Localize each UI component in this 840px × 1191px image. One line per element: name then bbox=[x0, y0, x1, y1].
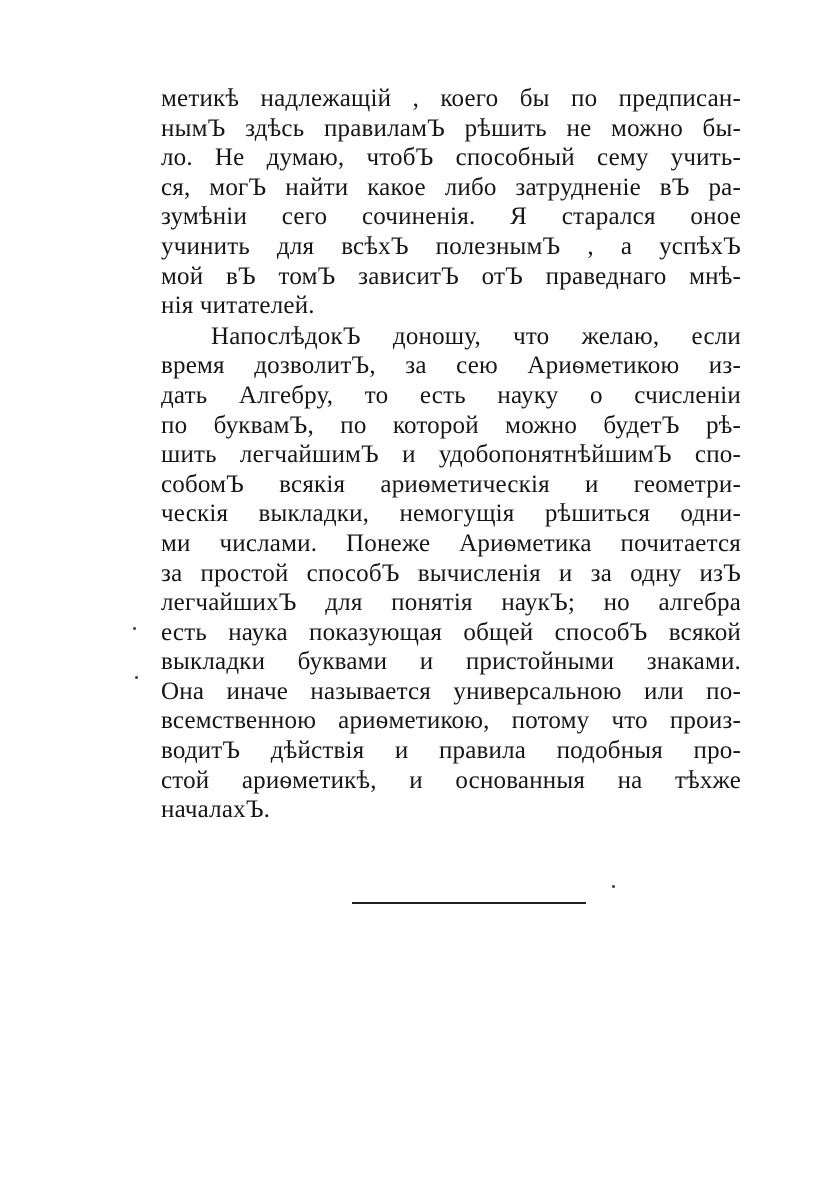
text-line: началахЪ. bbox=[161, 796, 271, 824]
text-line: ческія выкладки, немогущія рѣшиться одни- bbox=[161, 500, 741, 528]
body-text bbox=[161, 84, 741, 825]
paragraph-2 bbox=[161, 322, 741, 825]
text-line: всемственною ариѳметикою, потому что произ- bbox=[161, 707, 741, 735]
text-line: ся, могЪ найти какое либо затрудненіе вЪ ра- bbox=[161, 173, 741, 201]
text-line: время дозволитЪ, за сею Ариѳметикою из- bbox=[161, 352, 741, 380]
ink-speck bbox=[133, 627, 136, 630]
ink-speck bbox=[612, 885, 615, 888]
section-divider-rule bbox=[352, 902, 586, 904]
text-line: Она иначе называется универсальною или по- bbox=[161, 677, 741, 705]
text-line: учинить для всѣхЪ полезнымЪ , а успѣхЪ bbox=[161, 232, 741, 260]
text-line: легчайшихЪ для понятія наукЪ; но алгебра bbox=[161, 589, 741, 617]
text-line: нымЪ здѣсь правиламЪ рѣшить не можно бы- bbox=[161, 114, 741, 142]
text-line: шить легчайшимЪ и удобопонятнѣйшимЪ спо- bbox=[161, 441, 741, 469]
text-line: дать Алгебру, то есть науку о счисленіи bbox=[161, 381, 741, 409]
text-line: мой вЪ томЪ зависитЪ отЪ праведнаго мнѣ- bbox=[161, 262, 741, 290]
text-line: зумѣніи сего сочиненія. Я старался оное bbox=[161, 203, 741, 231]
text-line: нія читателей. bbox=[161, 292, 315, 320]
text-line: метикѣ надлежащій , коего бы по предписан- bbox=[161, 85, 741, 112]
text-line: по буквамЪ, по которой можно будетЪ рѣ- bbox=[161, 411, 741, 439]
text-line: НапослѣдокЪ доношу, что желаю, если bbox=[211, 322, 741, 350]
text-line: ми числами. Понеже Ариѳметика почитается bbox=[161, 529, 741, 557]
ink-speck bbox=[135, 676, 138, 679]
text-line: выкладки буквами и пристойными знаками. bbox=[161, 648, 741, 676]
text-line: собомЪ всякія ариѳметическія и геометри- bbox=[161, 470, 741, 498]
text-line: есть наука показующая общей способЪ всякой bbox=[161, 618, 741, 646]
text-line: водитЪ дѣйствія и правила подобныя про- bbox=[161, 737, 741, 765]
text-line: за простой способЪ вычисленія и за одну изЪ bbox=[161, 559, 741, 587]
paragraph-1 bbox=[161, 84, 741, 321]
text-line: ло. Не думаю, чтобЪ способный сему учить- bbox=[161, 144, 741, 172]
text-line: стой ариѳметикѣ, и основанныя на тѣхже bbox=[161, 766, 741, 794]
